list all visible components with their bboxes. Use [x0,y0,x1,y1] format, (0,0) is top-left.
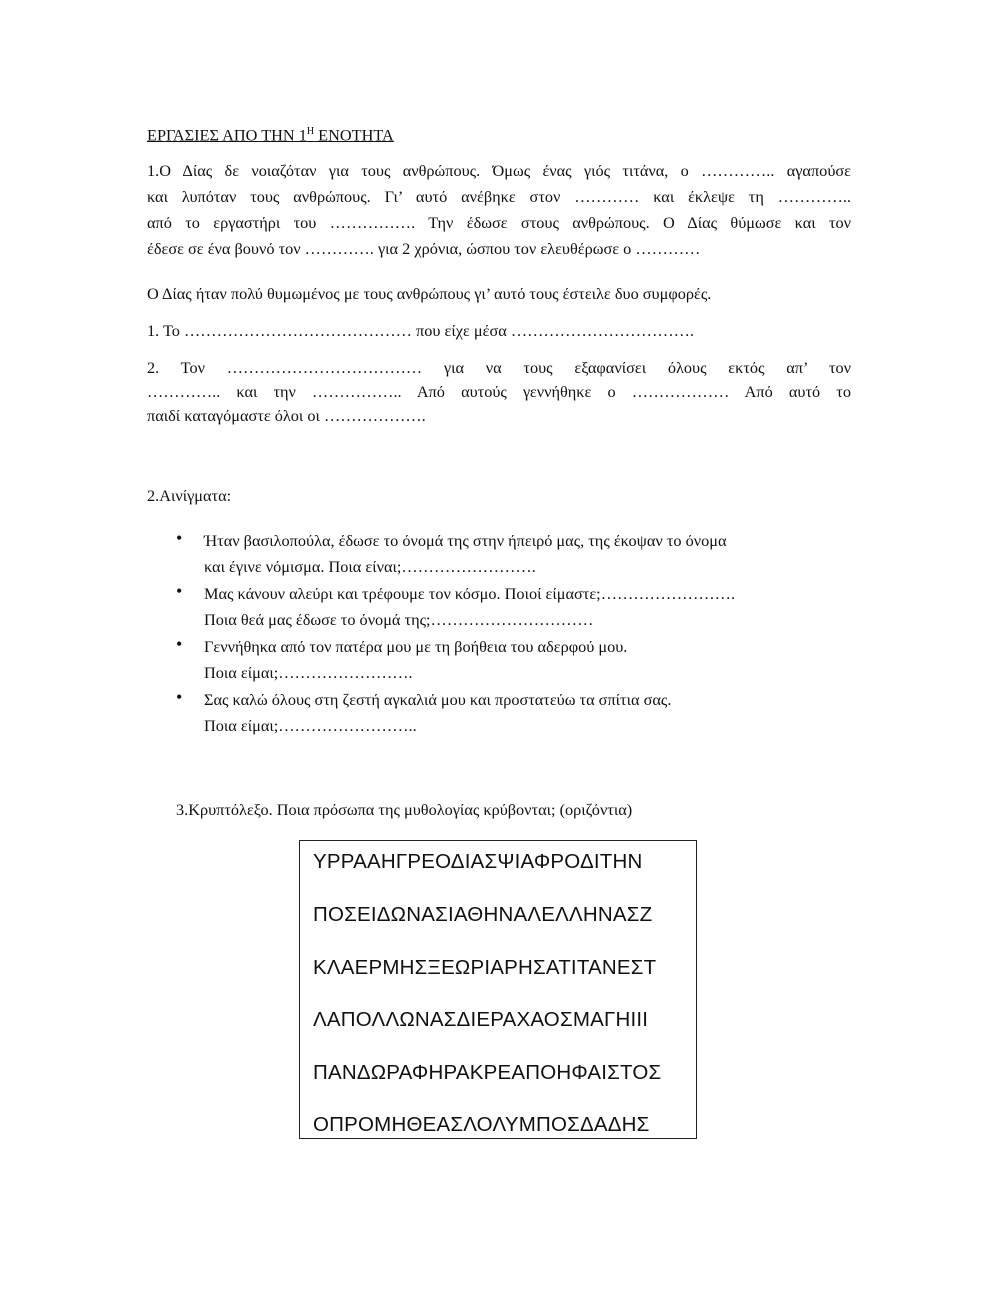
bullet-icon: • [176,687,183,707]
paragraph-line: και λυπόταν τους ανθρώπους. Γι’ αυτό ανέβηκε στον ………… και έκλεψε τη ………….. [147,187,851,206]
paragraph-line: από το εργαστήρι του ……………. Την έδωσε στους ανθρώπους. Ο Δίας θύμωσε και τον [147,213,851,232]
riddle-line: Μας κάνουν αλεύρι και τρέφουμε τον κόσμο. Ποιοί είμαστε;……………………. [204,584,736,603]
page-title: ΕΡΓΑΣΙΕΣ ΑΠΟ ΤΗΝ $1^H$ ΕΝΟΤΗΤΑ [147,125,394,145]
riddle-line: Ήταν βασιλοπούλα, έδωσε το όνομά της στην ήπειρό μας, της έκοψαν το όνομα [204,531,727,550]
riddle-line: Ποια είμαι;……………………. [204,663,413,682]
wordsearch-row: ΥΡΡΑΑΗΓΡΕΟΔΙΑΣΨΙΑΦΡΟΔΙΤΗΝ [313,850,643,873]
bullet-icon: • [176,528,183,548]
bullet-icon: • [176,581,183,601]
paragraph-line: ………….. και την …………….. Από αυτούς γεννήθηκε ο ……………… Από αυτό το [147,382,851,401]
riddle-line: και έγινε νόμισμα. Ποια είναι;……………………. [204,557,536,576]
wordsearch-row: ΠΑΝΔΩΡΑΦΗΡΑΚΡΕΑΠΟΗΦΑΙΣΤΟΣ [313,1061,662,1084]
wordsearch-row: ΚΛΑΕΡΜΗΣΞΕΩΡΙΑΡΗΣΑΤΙΤΑΝΕΣΤ [313,956,657,979]
paragraph-line: 2. Τον ……………………………… για να τους εξαφανίσει όλους εκτός απ’ τον [147,358,851,377]
riddles-heading: 2.Αινίγματα: [147,486,232,505]
riddle-line: Γεννήθηκα από τον πατέρα μου με τη βοήθεια του αδερφού μου. [204,637,628,656]
wordsearch-row: ΛΑΠΟΛΛΩΝΑΣΔΙΕΡΑΧΑΟΣΜΑΓΗΙΙΙ [313,1008,649,1031]
wordsearch-box [299,840,697,1139]
wordsearch-row: ΟΠΡΟΜΗΘΕΑΣΛΟΛΥΜΠΟΣΔΑΔΗΣ [313,1113,650,1136]
wordsearch-heading: 3.Κρυπτόλεξο. Ποια πρόσωπα της μυθολογίας κρύβονται; (οριζόντια) [176,800,633,819]
riddle-line: Ποια θεά μας έδωσε το όνομά της;………………………… [204,610,594,629]
riddle-line: Σας καλώ όλους στη ζεστή αγκαλιά μου και προστατεύω τα σπίτια σας. [204,690,672,709]
disaster-item-1: 1. Το …………………………………… που είχε μέσα ……………………………. [147,321,694,340]
paragraph-line: 1.Ο Δίας δε νοιαζόταν για τους ανθρώπους. Όμως ένας γιός τιτάνα, ο ………….. αγαπούσε [147,161,851,180]
wordsearch-row: ΠΟΣΕΙΔΩΝΑΣΙΑΘΗΝΑΛΕΛΛΗΝΑΣΖ [313,903,653,926]
paragraph-line: έδεσε σε ένα βουνό τον …………. για 2 χρόνια, ώσπου τον ελευθέρωσε ο ………… [147,239,701,258]
riddle-line: Ποια είμαι;…………………….. [204,716,417,735]
anger-sentence: Ο Δίας ήταν πολύ θυμωμένος με τους ανθρώπους γι’ αυτό τους έστειλε δυο συμφορές. [147,284,712,303]
paragraph-line: παιδί καταγόμαστε όλοι οι ………………. [147,406,426,425]
bullet-icon: • [176,634,183,654]
